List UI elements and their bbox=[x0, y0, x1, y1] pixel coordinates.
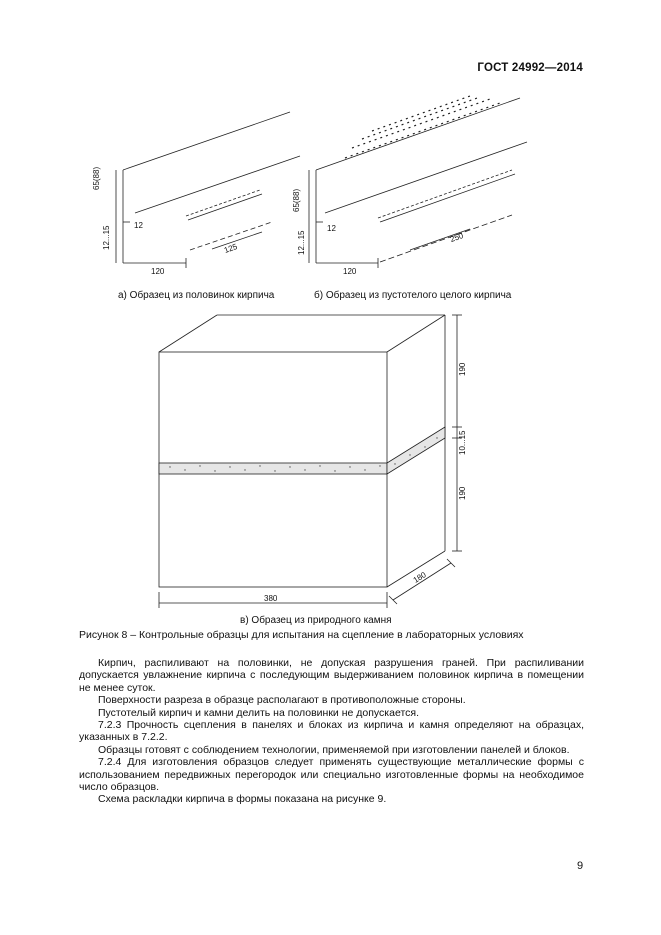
figure-a-dim-offset: 12 bbox=[134, 221, 143, 230]
figure-c-dim-depth: 180 bbox=[411, 570, 428, 585]
figure-c-caption: в) Образец из природного камня bbox=[240, 615, 392, 626]
figure-c-dim-joint: 10...15 bbox=[458, 430, 467, 455]
paragraph: 7.2.3 Прочность сцепления в панелях и блоках из кирпича и камня определяют на образцах, указанных в 7.2.2. bbox=[79, 719, 584, 744]
figure-b-caption: б) Образец из пустотелого целого кирпича bbox=[314, 290, 512, 301]
figure-b-dim-height: 65(88) bbox=[292, 188, 301, 212]
figure-b-sample-drawing bbox=[309, 96, 527, 268]
figure-a-caption: а) Образец из половинок кирпича bbox=[118, 290, 275, 301]
figure-caption: Рисунок 8 – Контрольные образцы для испытания на сцепление в лабораторных условиях bbox=[79, 629, 524, 641]
paragraph: Схема раскладки кирпича в формы показана на рисунке 9. bbox=[98, 793, 387, 806]
figure-b-dim-joint: 12...15 bbox=[297, 230, 306, 255]
figure-b-dim-offset: 12 bbox=[327, 224, 336, 233]
figure-c-dim-top: 190 bbox=[458, 362, 467, 376]
paragraph: Поверхности разреза в образце располагают в противоположные стороны. bbox=[98, 694, 466, 707]
paragraph: 7.2.4 Для изготовления образцов следует применять существующие металлические формы с использованием передвижных перегородок или специально изготовленные формы на необходимое число образцов. bbox=[79, 756, 584, 794]
figure-a-dim-height: 65(88) bbox=[92, 166, 101, 190]
figure-a-dim-joint: 12...15 bbox=[102, 225, 111, 250]
paragraph: Пустотелый кирпич и камни делить на половинки не допускается. bbox=[98, 706, 419, 719]
figure-b-dim-length: 250 bbox=[448, 230, 465, 245]
document-header-standard: ГОСТ 24992—2014 bbox=[477, 62, 583, 74]
figure-a-sample-drawing bbox=[116, 112, 300, 268]
figure-a-dim-length: 125 bbox=[222, 241, 239, 256]
figure-b-dim-width: 120 bbox=[343, 267, 357, 276]
body-text bbox=[79, 657, 584, 806]
figure-c-dim-bottom: 190 bbox=[458, 486, 467, 500]
figure-c-dim-width: 380 bbox=[264, 594, 278, 603]
figure-c-sample-drawing bbox=[159, 315, 462, 608]
paragraph: Кирпич, распиливают на половинки, не допуская разрушения граней. При распиливании допускается увлажнение кирпича с последующим выдерживанием половинок кирпича в помещении не менее суток. bbox=[79, 657, 584, 694]
figure-a-dim-width: 120 bbox=[151, 267, 165, 276]
paragraph: Образцы готовят с соблюдением технологии, применяемой при изготовлении панелей и блоков. bbox=[98, 743, 570, 756]
page-number: 9 bbox=[577, 860, 584, 872]
